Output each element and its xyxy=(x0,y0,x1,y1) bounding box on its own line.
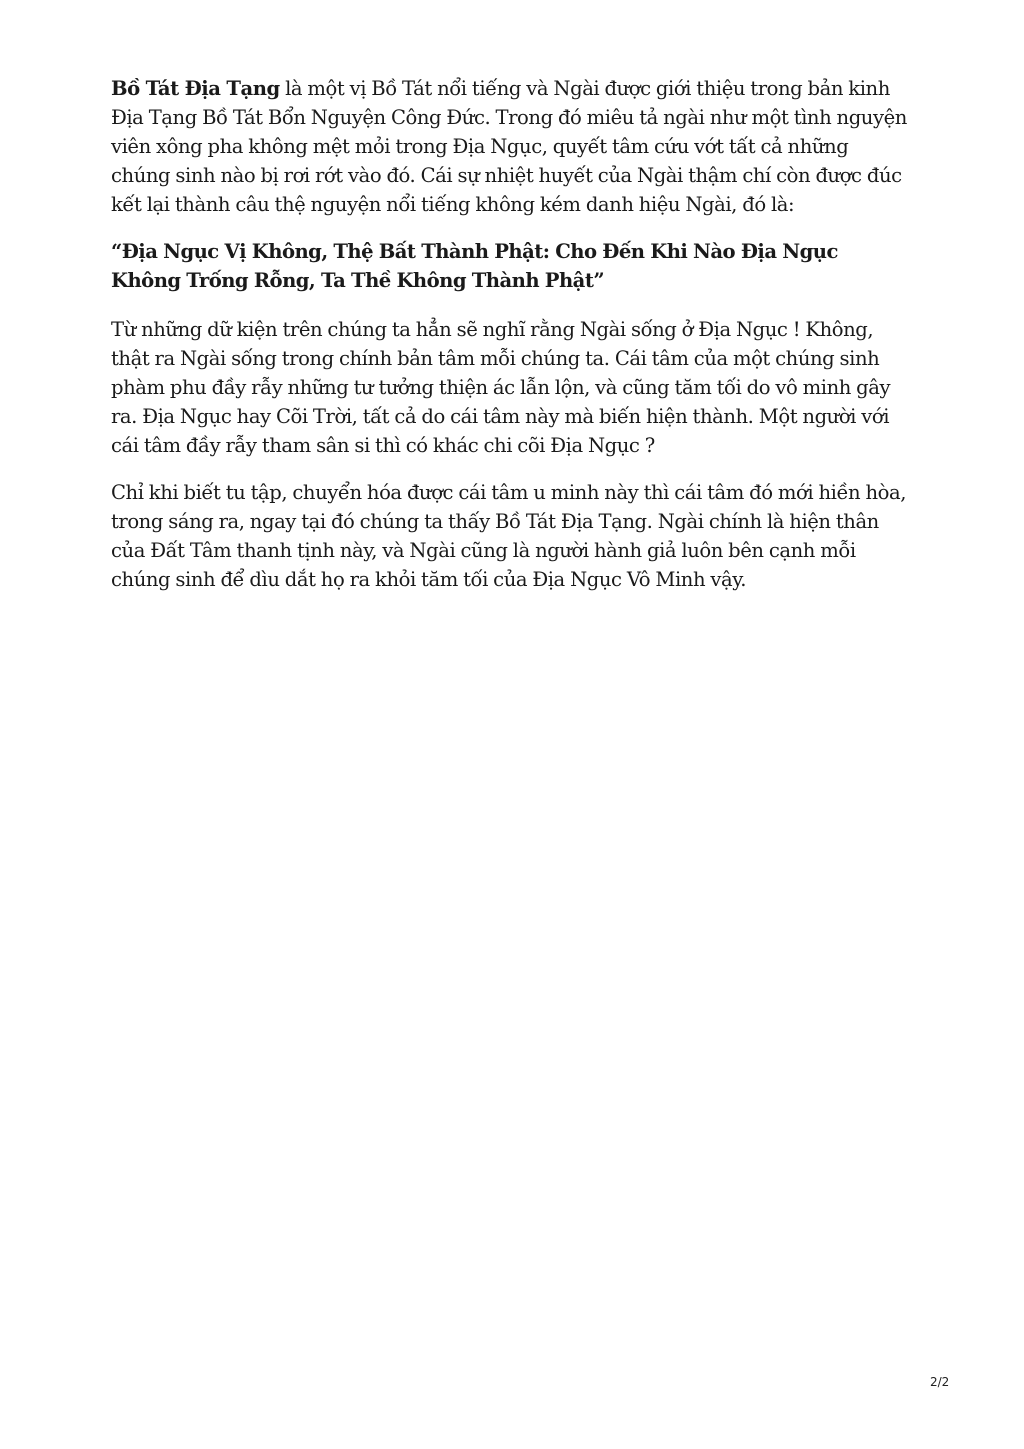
paragraph-intro-text: là một vị Bồ Tát nổi tiếng và Ngài được giới thiệu trong bản kinh Địa Tạng Bồ Tát Bổn Nguyện Công Đức. Trong đó miêu tả ngài như một tình nguyện viên xông pha không mệt mỏi trong Địa Ngục, quyết tâm cứu vớt tất cả những chúng sinh nào bị rơi rớt vào đó. Cái sự nhiệt huyết của Ngài thậm chí còn được đúc kết lại thành câu thệ nguyện nổi tiếng không kém danh hiệu Ngài, đó là: xyxy=(111,77,907,216)
document-page xyxy=(111,74,911,612)
bold-lead: Bồ Tát Địa Tạng xyxy=(111,77,280,100)
vow-quote: “Địa Ngục Vị Không, Thệ Bất Thành Phật: Cho Đến Khi Nào Địa Ngục Không Trống Rỗng, Ta Thề Không Thành Phật” xyxy=(111,240,838,292)
paragraph-mind: Từ những dữ kiện trên chúng ta hẳn sẽ nghĩ rằng Ngài sống ở Địa Ngục ! Không, thật ra Ngài sống trong chính bản tâm mỗi chúng ta. Cái tâm của một chúng sinh phàm phu đầy rẫy những tư tưởng thiện ác lẫn lộn, và cũng tăm tối do vô minh gây ra. Địa Ngục hay Cõi Trời, tất cả do cái tâm này mà biến hiện thành. Một người với cái tâm đầy rẫy tham sân si thì có khác chi cõi Địa Ngục ? xyxy=(111,318,891,457)
page-number: 2/2 xyxy=(930,1375,950,1389)
paragraph-practice: Chỉ khi biết tu tập, chuyển hóa được cái tâm u minh này thì cái tâm đó mới hiền hòa, trong sáng ra, ngay tại đó chúng ta thấy Bồ Tát Địa Tạng. Ngài chính là hiện thân của Đất Tâm thanh tịnh này, và Ngài cũng là người hành giả luôn bên cạnh mỗi chúng sinh để dìu dắt họ ra khỏi tăm tối của Địa Ngục Vô Minh vậy. xyxy=(111,481,907,591)
paragraph-intro xyxy=(111,74,911,219)
